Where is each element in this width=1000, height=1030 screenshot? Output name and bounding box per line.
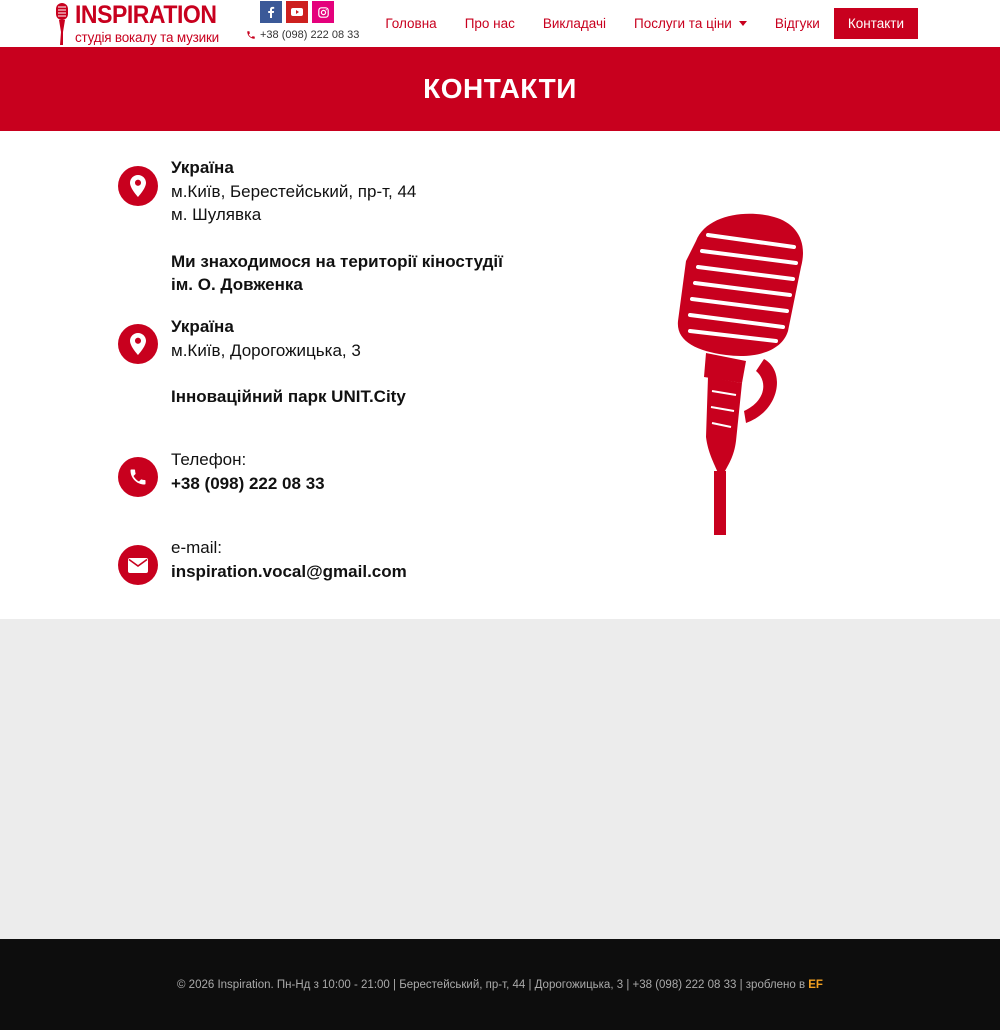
phone-icon-circle (118, 457, 158, 497)
address1-block (171, 156, 503, 297)
instagram-icon (318, 7, 329, 18)
address1-note-line2: ім. О. Довженка (171, 275, 303, 294)
address1-icon-circle (118, 166, 158, 206)
nav-label: Контакти (847, 16, 904, 31)
phone-icon (246, 30, 256, 40)
nav-label: Викладачі (542, 16, 606, 31)
email-block (171, 536, 407, 583)
site-logo[interactable] (52, 2, 230, 46)
microphone-icon (52, 2, 72, 46)
instagram-link[interactable] (312, 1, 334, 23)
logo-brand: INSPIRATION (75, 1, 217, 30)
header-phone-text: +38 (098) 222 08 33 (260, 29, 360, 41)
nav-item-contacts[interactable] (834, 8, 918, 39)
logo-tagline: студія вокалу та музики (75, 30, 219, 46)
nav-item-home[interactable] (371, 8, 450, 39)
chevron-down-icon (739, 21, 747, 26)
address2-street: м.Київ, Дорогожицька, 3 (171, 340, 361, 360)
address2-note: Інноваційний парк UNIT.City (171, 387, 406, 406)
site-header (0, 0, 1000, 47)
nav-item-services[interactable] (620, 8, 761, 39)
address1-country: Україна (171, 158, 234, 177)
facebook-icon (266, 6, 276, 18)
phone-value[interactable]: +38 (098) 222 08 33 (171, 473, 325, 493)
address1-note-line1: Ми знаходимося на території кіностудії (171, 251, 503, 271)
address2-country: Україна (171, 317, 234, 336)
page-banner (0, 47, 1000, 131)
nav-label: Відгуки (774, 16, 820, 31)
email-value[interactable]: inspiration.vocal@gmail.com (171, 561, 407, 581)
header-phone[interactable] (246, 29, 359, 41)
nav-label: Головна (385, 16, 437, 31)
nav-item-teachers[interactable] (529, 8, 620, 39)
address2-icon-circle (118, 324, 158, 364)
footer-text: © 2026 Inspiration. Пн-Нд з 10:00 - 21:00 | Берестейський, пр-т, 44 | Дорогожицька, 3 | +38 (098) 222 08 33 | зроблено в (177, 978, 809, 991)
envelope-icon (128, 558, 148, 573)
phone-label: Телефон: (171, 450, 247, 469)
address2-block (171, 315, 406, 409)
address1-metro: м. Шулявка (171, 205, 262, 224)
youtube-icon (291, 7, 303, 17)
nav-label: Про нас (464, 16, 515, 31)
site-footer (0, 939, 1000, 1030)
address1-street: м.Київ, Берестейський, пр-т, 44 (171, 181, 417, 201)
microphone-illustration (596, 201, 876, 546)
facebook-link[interactable] (260, 1, 282, 23)
contacts-section (0, 131, 1000, 619)
email-icon-circle (118, 545, 158, 585)
nav-item-about[interactable] (451, 8, 529, 39)
nav-item-reviews[interactable] (761, 8, 834, 39)
map-pin-icon (130, 175, 146, 197)
youtube-link[interactable] (286, 1, 308, 23)
nav-label: Послуги та ціни (634, 16, 732, 31)
footer-text-line (177, 979, 823, 991)
map-pin-icon (130, 333, 146, 355)
email-label: e-mail: (171, 538, 223, 557)
social-links (260, 1, 334, 23)
main-nav (371, 8, 918, 39)
phone-block (171, 448, 325, 495)
footer-credit-link[interactable]: EF (808, 978, 823, 991)
phone-icon (128, 467, 148, 487)
page-title: КОНТАКТИ (423, 73, 577, 104)
map-area[interactable] (0, 619, 1000, 939)
